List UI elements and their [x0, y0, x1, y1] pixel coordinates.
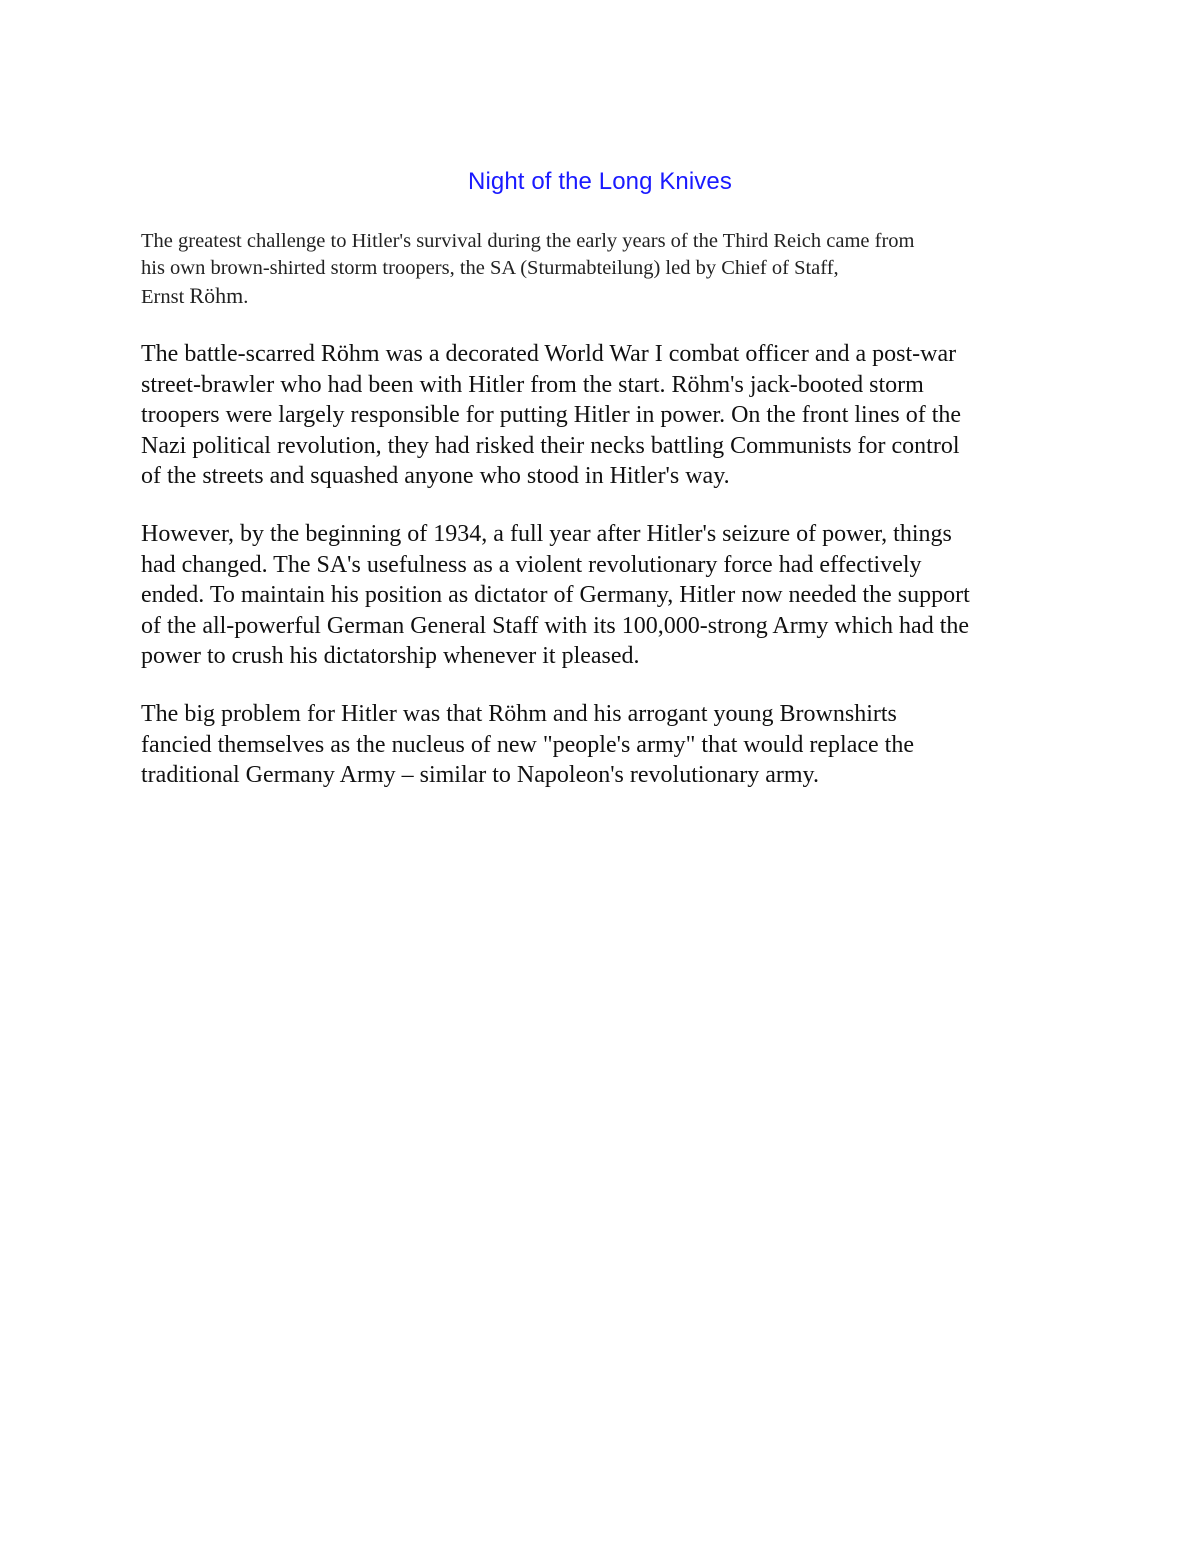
paragraph-line: of the streets and squashed anyone who stood in Hitler's way.	[141, 463, 730, 489]
name-last: Röhm	[189, 283, 244, 308]
name-end: .	[243, 286, 249, 308]
paragraph-line: The battle-scarred Röhm was a decorated World War I combat officer and a post-war	[141, 341, 957, 367]
name-first: Ernst	[141, 286, 190, 308]
paragraph-line: troopers were largely responsible for putting Hitler in power. On the front lines of the	[141, 402, 962, 428]
paragraph-line: However, by the beginning of 1934, a full year after Hitler's seizure of power, things	[141, 521, 952, 547]
paragraph-line: ended. To maintain his position as dictator of Germany, Hitler now needed the support	[141, 582, 970, 608]
document-title: Night of the Long Knives	[468, 168, 732, 195]
body-paragraph-2	[141, 519, 1081, 672]
intro-line: The greatest challenge to Hitler's survival during the early years of the Third Reich came from	[141, 230, 915, 252]
intro-paragraph	[141, 228, 1061, 311]
paragraph-line: The big problem for Hitler was that Röhm and his arrogant young Brownshirts	[141, 701, 897, 727]
paragraph-line: street-brawler who had been with Hitler from the start. Röhm's jack-booted storm	[141, 371, 924, 398]
paragraph-line: power to crush his dictatorship whenever it pleased.	[141, 643, 640, 669]
paragraph-line: of the all-powerful German General Staff with its 100,000-strong Army which had the	[141, 612, 970, 639]
intro-line-name	[141, 282, 1061, 311]
paragraph-line: Nazi political revolution, they had risked their necks battling Communists for control	[141, 432, 960, 459]
paragraph-line: traditional Germany Army – similar to Napoleon's revolutionary army.	[141, 762, 819, 788]
body-paragraph-3	[141, 699, 1081, 791]
paragraph-line: fancied themselves as the nucleus of new "people's army" that would replace the	[141, 731, 914, 758]
paragraph-line: had changed. The SA's usefulness as a violent revolutionary force had effectively	[141, 551, 922, 578]
intro-line: his own brown-shirted storm troopers, the SA (Sturmabteilung) led by Chief of Staff,	[141, 257, 839, 279]
body-paragraph-1	[141, 339, 1081, 492]
